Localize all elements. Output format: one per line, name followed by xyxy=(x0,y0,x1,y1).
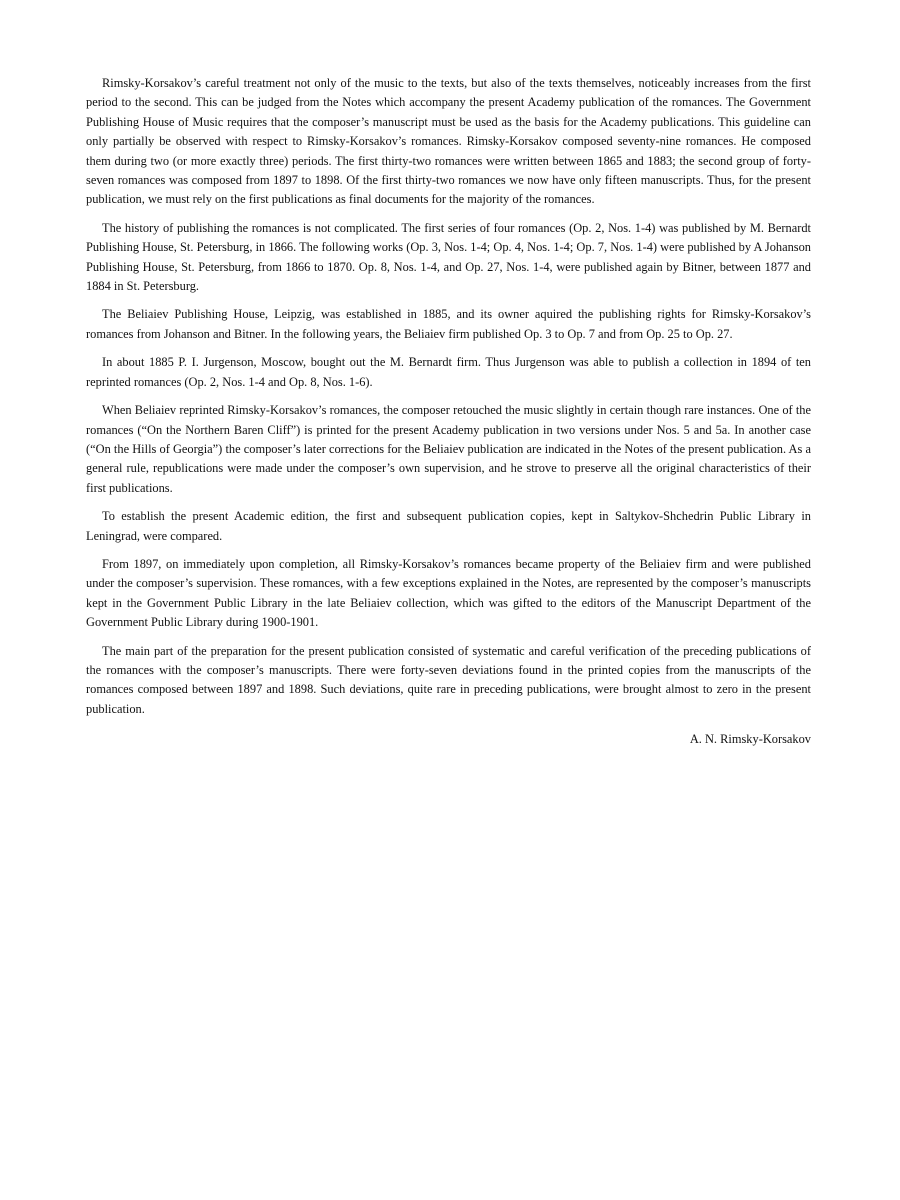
paragraph-8: The main part of the preparation for the present publication consisted of systematic and careful verification of the preceding publications of the romances with the composer’s manuscripts. There were forty-seven deviations found in the printed copies from the manuscripts of the romances composed between 1897 and 1898. Such deviations, quite rare in preceding publications, were brought almost to zero in the present publication. xyxy=(86,643,811,716)
paragraph-2: The history of publishing the romances is not complicated. The first series of four romances (Op. 2, Nos. 1-4) was published by M. Bernardt Publishing House, St. Petersburg, in 1866. The following works (Op. 3, Nos. 1-4; Op. 4, Nos. 1-4; Op. 7, Nos. 1-4) were published by A Johanson Publishing House, St. Petersburg, from 1866 to 1870. Op. 8, Nos. 1-4, and Op. 27, Nos. 1-4, were published again by Bitner, between 1877 and 1884 in St. Petersburg. xyxy=(86,220,811,294)
paragraph-6: To establish the present Academic edition, the first and subsequent publication copies, kept in Saltykov-Shchedrin Public Library in Leningrad, were compared. xyxy=(86,509,811,543)
document-page xyxy=(86,74,811,750)
paragraph-7: From 1897, on immediately upon completion, all Rimsky-Korsakov’s romances became property of the Beliaiev firm and were published under the composer’s supervision. These romances, with a few exceptions explained in the Notes, are represented by the composer’s manuscripts kept in the Government Public Library in the late Beliaiev collection, which was gifted to the editors of the Manuscript Department of the Government Public Library during 1900-1901. xyxy=(86,556,811,630)
paragraph-1: Rimsky-Korsakov’s careful treatment not only of the music to the texts, but also of the texts themselves, noticeably increases from the first period to the second. This can be judged from the Notes which accompany the present Academy publication of the romances. The Government Publishing House of Music requires that the composer’s manuscript must be used as the basis for the Academy publications. This guideline can only partially be observed with respect to Rimsky-Korsakov’s romances. Rimsky-Korsakov composed seventy-nine romances. He composed them during two (or more exactly three) periods. The first thirty-two romances were written between 1865 and 1883; the second group of forty-seven romances was composed from 1897 to 1898. Of the first thirty-two romances we now have only fifteen manuscripts. Thus, for the present publication, we must rely on the first publications as final documents for the majority of the romances. xyxy=(86,76,811,207)
author-signature: A. N. Rimsky-Korsakov xyxy=(689,732,811,747)
paragraph-5: When Beliaiev reprinted Rimsky-Korsakov’s romances, the composer retouched the music slightly in certain though rare instances. One of the romances (“On the Northern Baren Cliff”) is printed for the present Academy publication in two versions under Nos. 5 and 5a. In another case (“On the Hills of Georgia”) the composer’s later corrections for the Beliaiev publication are indicated in the Notes of the present publication. As a general rule, republications were made under the composer’s own supervision, and he strove to preserve all the original characteristics of their first publications. xyxy=(86,403,811,495)
paragraph-3: The Beliaiev Publishing House, Leipzig, was established in 1885, and its owner aquired the publishing rights for Rimsky-Korsakov’s romances from Johanson and Bitner. In the following years, the Beliaiev firm published Op. 3 to Op. 7 and from Op. 25 to Op. 27. xyxy=(86,307,811,341)
paragraph-4: In about 1885 P. I. Jurgenson, Moscow, bought out the M. Bernardt firm. Thus Jurgenson was able to publish a collection in 1894 of ten reprinted romances (Op. 2, Nos. 1-4 and Op. 8, Nos. 1-6). xyxy=(86,355,811,389)
